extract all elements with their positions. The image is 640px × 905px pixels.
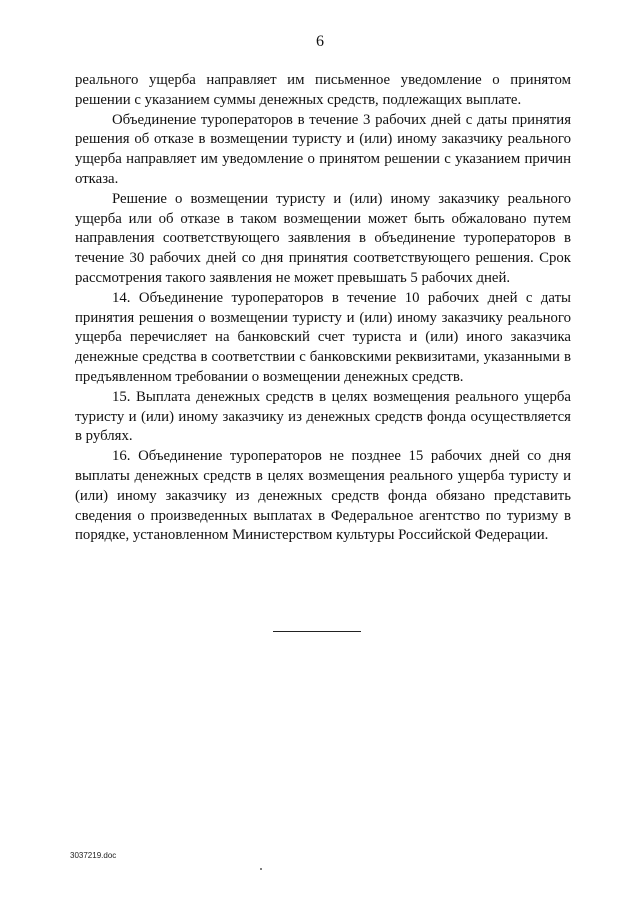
paragraph-continuation: реального ущерба направляет им письменное уведомление о принятом решении с указанием суммы денежных средств, подлежащих выплате.	[75, 72, 571, 108]
document-body	[75, 71, 571, 546]
footer-filename: 3037219.doc	[70, 851, 117, 860]
paragraph-16: 16. Объединение туроператоров не позднее 15 рабочих дней со дня выплаты денежных средств в целях возмещения реального ущерба туристу и (или) иному заказчику из денежных средств фонда обязано представить сведения о произведенных выплатах в Федеральное агентство по туризму в порядке, установленном Министерством культуры Российской Федерации.	[75, 448, 571, 544]
scan-speck	[260, 868, 262, 870]
paragraph-refusal-notice: Объединение туроператоров в течение 3 рабочих дней с даты принятия решения об отказе в возмещении туристу и (или) иному заказчику реального ущерба направляет им уведомление о принятом решении с указанием причин отказа.	[75, 111, 571, 187]
page-number: 6	[316, 33, 324, 50]
paragraph-appeal: Решение о возмещении туристу и (или) иному заказчику реального ущерба или об отказе в таком возмещении может быть обжаловано путем направления соответствующего заявления в объединение туроператоров в течение 30 рабочих дней со дня принятия соответствующего решения. Срок рассмотрения такого заявления не может превышать 5 рабочих дней.	[75, 190, 571, 286]
paragraph-14: 14. Объединение туроператоров в течение 10 рабочих дней с даты принятия решения о возмещении туристу и (или) иному заказчику реального ущерба перечисляет на банковский счет туриста и (или) иного заказчика денежные средства в соответствии с банковскими реквизитами, указанными в предъявленном требовании о возмещении денежных средств.	[75, 289, 571, 385]
end-separator-line	[273, 631, 361, 632]
paragraph-15: 15. Выплата денежных средств в целях возмещения реального ущерба туристу и (или) иному заказчику из денежных средств фонда осуществляется в рублях.	[75, 388, 571, 445]
